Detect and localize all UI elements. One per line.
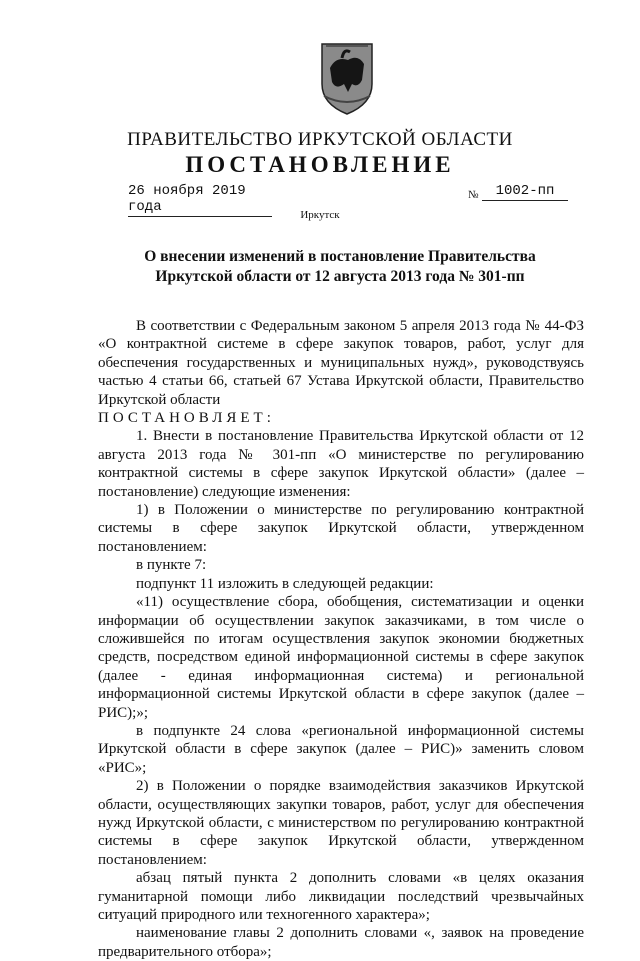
- document-body: [98, 317, 584, 961]
- subitem-2-paragraph: 2) в Положении о порядке взаимодействия заказчиков Иркутской области, осуществляющих закупки товаров, работ, услуг для обеспечения нужд Иркутской области, с министерством по регулированию контрактной системы в сфере закупок Иркутской области, утвержденном постановлением:: [98, 778, 584, 868]
- resolves-heading: ПОСТАНОВЛЯЕТ:: [98, 410, 275, 427]
- subitem-1-paragraph: 1) в Положении о министерстве по регулированию контрактной системы в сфере закупок Иркутской области, утвержденном постановлением:: [98, 502, 584, 555]
- city-name: Иркутск: [300, 209, 340, 221]
- paragraph-5-amendment: абзац пятый пункта 2 дополнить словами «в целях оказания гуманитарной помощи либо ликвидации последствий чрезвычайных ситуаций природного или техногенного характера»;: [98, 870, 584, 923]
- item-1-paragraph: 1. Внести в постановление Правительства Иркутской области от 12 августа 2013 года № 301-пп «О министерстве по регулированию контрактной системы в сфере закупок Иркутской области» (далее – постановление) следующие изменения:: [98, 428, 584, 500]
- subclause-11-text: «11) осуществление сбора, обобщения, систематизации и оценки информации об осуществлении закупок заказчиками, в том числе о сложившейся по итогам осуществления закупок экономии бюджетных средств, посредством единой информационной системы в сфере закупок (далее - единая информационная система) и региональной информационной системы Иркутской области в сфере закупок (далее – РИС);»;: [98, 594, 584, 721]
- coat-of-arms-icon: [318, 38, 376, 118]
- clause-7-paragraph: в пункте 7:: [136, 557, 207, 574]
- government-name: ПРАВИТЕЛЬСТВО ИРКУТСКОЙ ОБЛАСТИ: [127, 129, 513, 150]
- chapter-2-amendment: наименование главы 2 дополнить словами «, заявок на проведение предварительного отбора»;: [98, 925, 584, 960]
- document-number: 1002-пп: [482, 183, 568, 201]
- document-subject: О внесении изменений в постановление Правительства Иркутской области от 12 августа 2013 года № 301-пп: [144, 248, 536, 285]
- document-type-title: ПОСТАНОВЛЕНИЕ: [185, 152, 455, 177]
- subclause-11-paragraph: подпункт 11 изложить в следующей редакции:: [136, 575, 434, 592]
- number-sign: №: [468, 189, 479, 201]
- document-date: 26 ноября 2019 года: [128, 183, 272, 217]
- subclause-24-paragraph: в подпункте 24 слова «региональной информационной системы Иркутской области в сфере закупок (далее – РИС)» заменить словом «РИС»;: [98, 722, 584, 776]
- preamble-paragraph: В соответствии с Федеральным законом 5 апреля 2013 года № 44-ФЗ «О контрактной системе в сфере закупок товаров, работ, услуг для обеспечения государственных и муниципальных нужд», руководствуясь частью 4 статьи 66, статьей 67 Устава Иркутской области, Правительство Иркутской области: [98, 318, 584, 408]
